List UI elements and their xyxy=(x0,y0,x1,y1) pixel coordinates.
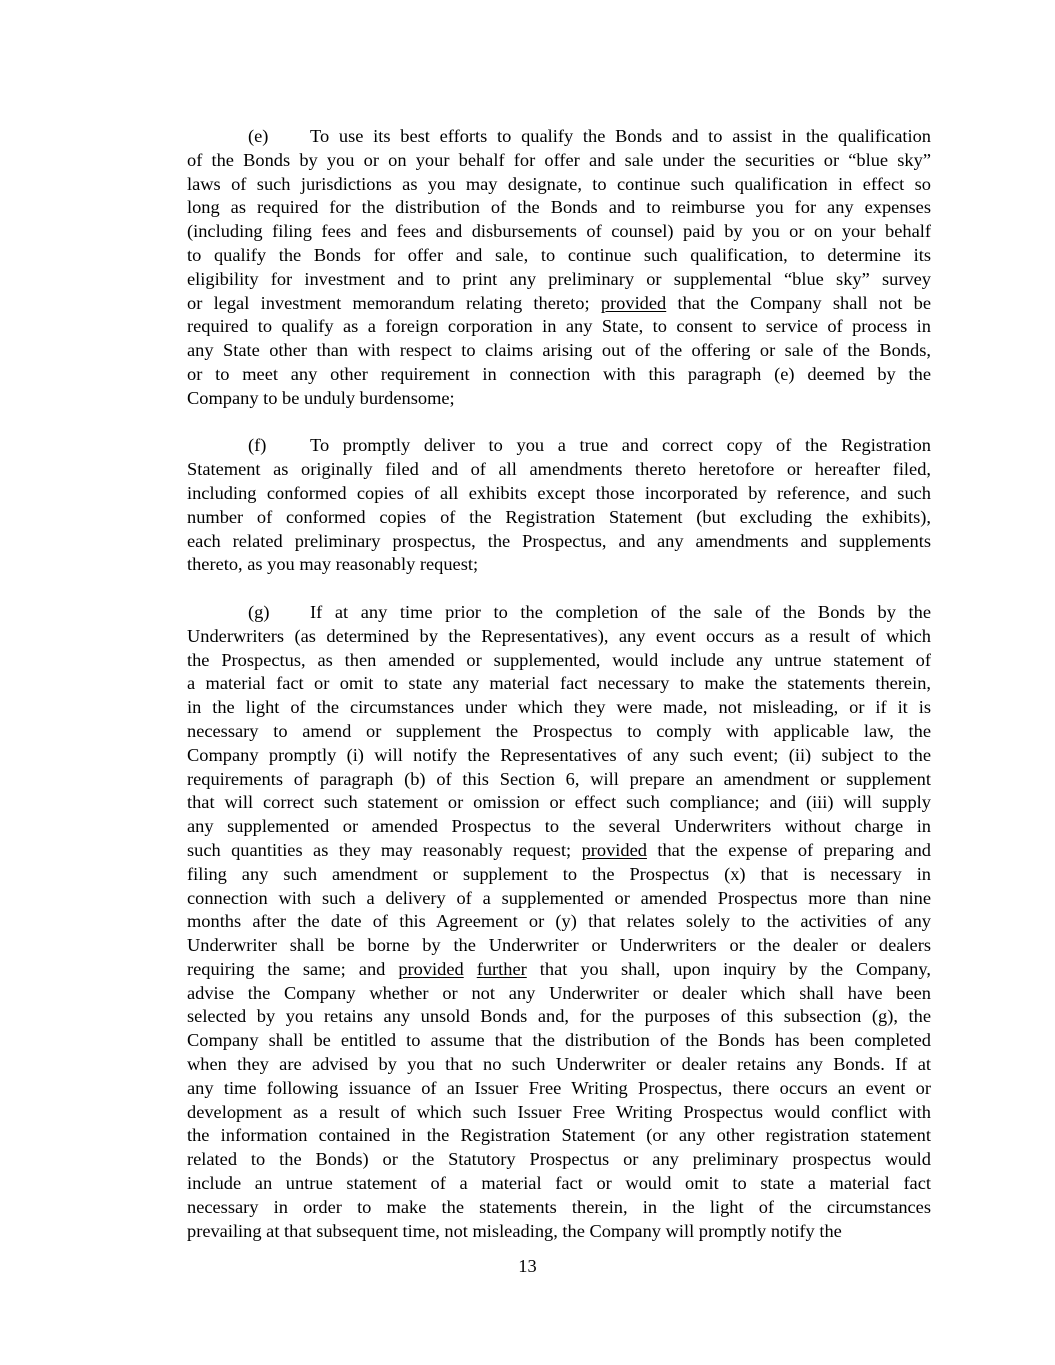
text-line xyxy=(187,363,931,387)
text-line xyxy=(187,1029,931,1053)
text-run: Company shall be entitled to assume that the distribution of the Bonds has been completed xyxy=(187,1030,931,1051)
text-run: include an untrue statement of a material fact or would omit to state a material fact xyxy=(187,1173,931,1194)
text-run: Company promptly (i) will notify the Representatives of any such event; (ii) subject to the xyxy=(187,744,931,765)
text-line xyxy=(187,768,931,792)
text-run: requirements of paragraph (b) of this Section 6, will prepare an amendment or supplement xyxy=(187,768,931,789)
paragraph-marker: (g) xyxy=(248,601,270,622)
text-line xyxy=(187,1005,931,1029)
text-line xyxy=(187,815,931,839)
text-run: such quantities as they may reasonably request; xyxy=(187,839,582,860)
text-line xyxy=(187,839,931,863)
text-line xyxy=(187,1124,931,1148)
text-run: or legal investment memorandum relating thereto; xyxy=(187,292,601,313)
text-run: months after the date of this Agreement or (y) that relates solely to the activities of any xyxy=(187,911,931,932)
text-run: any supplemented or amended Prospectus to the several Underwriters without charge in xyxy=(187,816,931,837)
text-line xyxy=(187,1053,931,1077)
text-line xyxy=(187,220,931,244)
text-line xyxy=(187,887,931,911)
underlined-term: provided xyxy=(581,839,647,860)
text-line xyxy=(187,1172,931,1196)
underlined-term: further xyxy=(476,958,527,979)
text-line xyxy=(187,863,931,887)
paragraph-marker: (f) xyxy=(248,435,267,456)
text-line xyxy=(187,934,931,958)
text-line xyxy=(187,315,931,339)
text-line xyxy=(187,1077,931,1101)
text-line xyxy=(187,791,931,815)
text-line xyxy=(187,601,931,625)
text-line xyxy=(187,982,931,1006)
text-run: Underwriter shall be borne by the Underwriter or Underwriters or the dealer or dealers xyxy=(187,935,931,956)
text-line xyxy=(187,530,931,554)
text-line xyxy=(187,292,931,316)
text-line xyxy=(187,458,931,482)
text-run: that you shall, upon inquiry by the Company, xyxy=(526,958,931,979)
paragraph-f xyxy=(187,434,931,577)
text-run: each related preliminary prospectus, the Prospectus, and any amendments and supplements xyxy=(187,530,931,551)
text-run: Company to be unduly burdensome; xyxy=(187,387,455,408)
text-run: of the Bonds by you or on your behalf for offer and sale under the securities or “blue sky” xyxy=(187,149,931,170)
text-run: any State other than with respect to claims arising out of the offering or sale of the Bonds, xyxy=(187,340,931,361)
text-line xyxy=(187,672,931,696)
text-run: To promptly deliver to you a true and correct copy of the Registration xyxy=(310,435,931,456)
text-run: including conformed copies of all exhibits except those incorporated by reference, and such xyxy=(187,482,931,503)
text-run: long as required for the distribution of the Bonds and to reimburse you for any expenses xyxy=(187,197,931,218)
text-run: thereto, as you may reasonably request; xyxy=(187,554,479,575)
text-run: in the light of the circumstances under which they were made, not misleading, or if it is xyxy=(187,697,931,718)
text-run: filing any such amendment or supplement to the Prospectus (x) that is necessary in xyxy=(187,863,931,884)
text-line xyxy=(187,1196,931,1220)
text-run: laws of such jurisdictions as you may designate, to continue such qualification in effect so xyxy=(187,173,931,194)
text-line xyxy=(187,244,931,268)
text-run: necessary in order to make the statements therein, in the light of the circumstances xyxy=(187,1196,931,1217)
text-run: connection with such a delivery of a supplemented or amended Prospectus more than nine xyxy=(187,887,931,908)
text-line xyxy=(187,125,931,149)
text-run: If at any time prior to the completion of the sale of the Bonds by the xyxy=(310,601,931,622)
text-run: a material fact or omit to state any material fact necessary to make the statements therein, xyxy=(187,673,931,694)
text-run: Statement as originally filed and of all amendments thereto heretofore or hereafter filed, xyxy=(187,459,931,480)
text-run xyxy=(464,959,477,979)
paragraph-e xyxy=(187,125,931,411)
text-run: to qualify the Bonds for offer and sale, to continue such qualification, to determine its xyxy=(187,244,931,265)
text-line xyxy=(187,553,931,577)
text-line xyxy=(187,744,931,768)
text-run: requiring the same; and xyxy=(187,958,399,979)
text-line xyxy=(187,1148,931,1172)
text-run: that the Company shall not be xyxy=(666,292,931,313)
underlined-term: provided xyxy=(398,958,464,979)
text-line xyxy=(187,506,931,530)
text-line xyxy=(187,910,931,934)
text-line xyxy=(187,339,931,363)
text-line xyxy=(187,196,931,220)
text-run: selected by you retains any unsold Bonds and, for the purposes of this subsection (g), the xyxy=(187,1006,931,1027)
text-run: any time following issuance of an Issuer Free Writing Prospectus, there occurs an event or xyxy=(187,1077,931,1098)
text-line xyxy=(187,625,931,649)
text-run: necessary to amend or supplement the Prospectus to comply with applicable law, the xyxy=(187,720,931,741)
text-line xyxy=(187,720,931,744)
text-line xyxy=(187,434,931,458)
page-number: 13 xyxy=(518,1256,537,1276)
paragraph-marker: (e) xyxy=(248,126,269,146)
text-line xyxy=(187,1101,931,1125)
text-run: prevailing at that subsequent time, not misleading, the Company will promptly notify the xyxy=(187,1220,842,1241)
text-run: the Prospectus, as then amended or supplemented, would include any untrue statement of xyxy=(187,649,931,670)
text-run: related to the Bonds) or the Statutory Prospectus or any preliminary prospectus would xyxy=(187,1149,931,1170)
text-run: Underwriters (as determined by the Representatives), any event occurs as a result of which xyxy=(187,625,931,646)
text-run: when they are advised by you that no such Underwriter or dealer retains any Bonds. If at xyxy=(187,1054,931,1075)
text-run: advise the Company whether or not any Underwriter or dealer which shall have been xyxy=(187,982,931,1003)
text-run: (including filing fees and fees and disbursements of counsel) paid by you or on your behalf xyxy=(187,221,931,242)
text-line xyxy=(187,1220,931,1244)
text-run: eligibility for investment and to print any preliminary or supplemental “blue sky” survey xyxy=(187,268,931,289)
text-run: number of conformed copies of the Registration Statement (but excluding the exhibits), xyxy=(187,506,931,527)
text-run: that will correct such statement or omission or effect such compliance; and (iii) will supply xyxy=(187,792,931,813)
text-line xyxy=(187,387,931,411)
text-run: required to qualify as a foreign corporation in any State, to consent to service of process in xyxy=(187,316,931,337)
paragraph-g xyxy=(187,601,931,1244)
text-line xyxy=(187,173,931,197)
text-line xyxy=(187,149,931,173)
underlined-term: provided xyxy=(600,292,667,313)
text-run: that the expense of preparing and xyxy=(646,839,931,860)
text-line xyxy=(187,696,931,720)
text-line xyxy=(187,268,931,292)
text-line xyxy=(187,958,931,982)
text-run: development as a result of which such Issuer Free Writing Prospectus would conflict with xyxy=(187,1101,931,1122)
text-run: To use its best efforts to qualify the Bonds and to assist in the qualification xyxy=(310,126,931,146)
text-run: or to meet any other requirement in connection with this paragraph (e) deemed by the xyxy=(187,363,931,384)
text-line xyxy=(187,649,931,673)
text-run: the information contained in the Registration Statement (or any other registration statement xyxy=(187,1125,931,1146)
text-line xyxy=(187,482,931,506)
body-text xyxy=(187,125,931,1267)
